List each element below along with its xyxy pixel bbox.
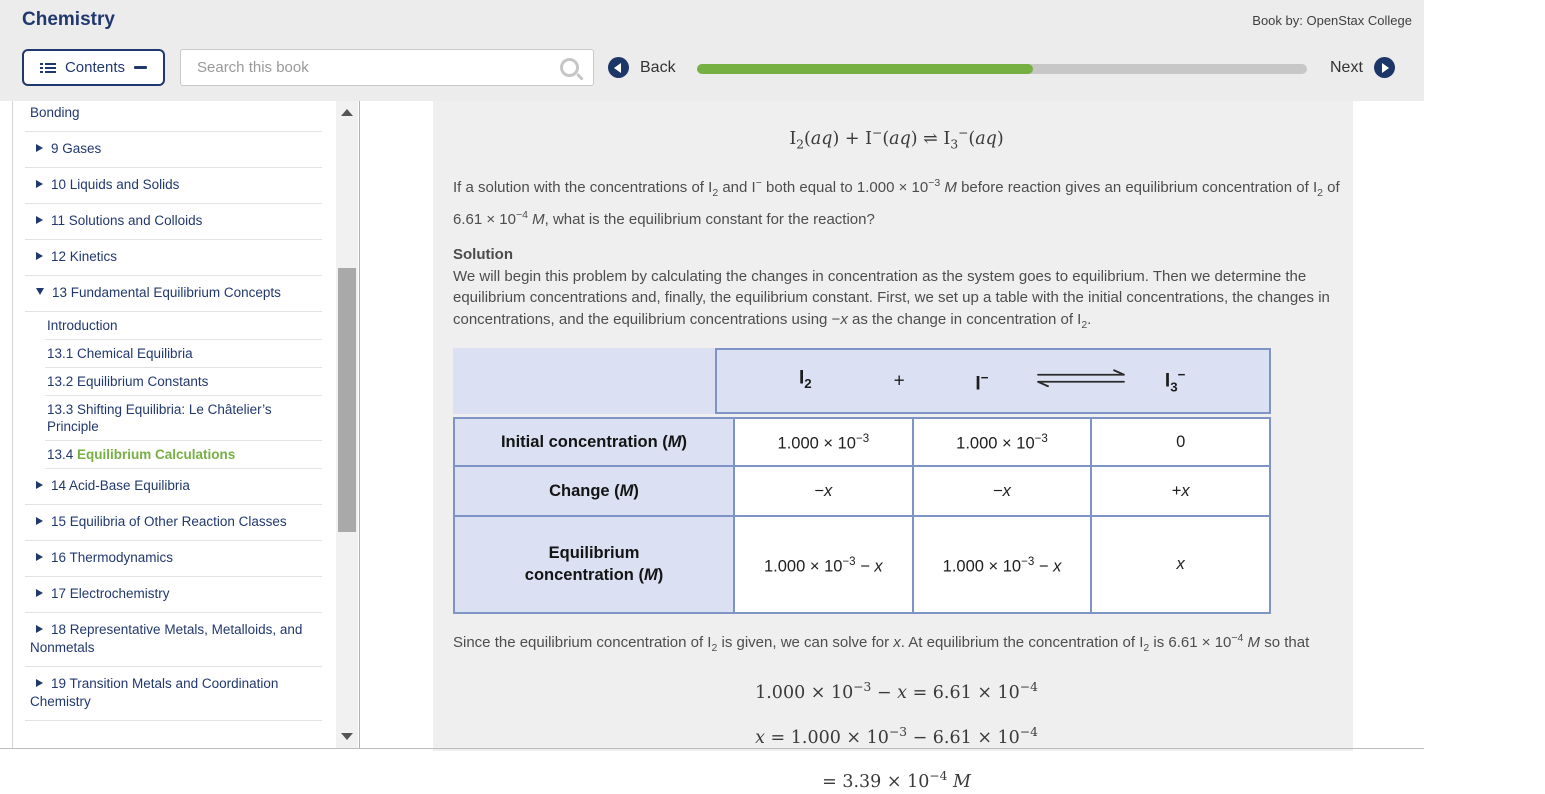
list-icon <box>40 61 56 75</box>
window-bottom-divider <box>0 748 1424 749</box>
ice-table-body <box>453 417 1271 614</box>
ice-table-header-row <box>453 348 1271 414</box>
next-button[interactable] <box>1330 49 1395 86</box>
toc-item-label: 15 Equilibria of Other Reaction Classes <box>51 514 287 529</box>
toc-item-label: 18 Representative Metals, Metalloids, and Nonmetals <box>30 622 303 655</box>
toc-item-label: 11 Solutions and Colloids <box>51 213 203 228</box>
row-label: Initial concentration (M) <box>454 418 734 466</box>
equation-line: $1.000 \times 10^{-3} - x = 6.61 \times 10^{-4}$ <box>755 679 1038 703</box>
scroll-down-icon[interactable] <box>336 728 358 744</box>
solution-paragraph: We will begin this problem by calculating the changes in concentration as the system goes to equilibrium. Then we determine the equilibrium concentrations and, finally, the equilibrium constant. First, we set up a table with the initial concentrations, the changes in concentrations, and the equilibrium concentrations using −x as the change in concentration of $I_2$. <box>453 267 1330 331</box>
table-row <box>454 466 1270 516</box>
content-pane <box>433 101 1353 793</box>
contents-button[interactable] <box>22 49 165 86</box>
table-cell: $1.000 \times 10^{-3}$ <box>734 418 913 466</box>
book-title: Chemistry <box>22 9 115 30</box>
back-arrow-icon <box>608 57 629 78</box>
solution-heading: Solution <box>453 246 513 264</box>
table-of-contents-panel <box>12 101 360 749</box>
search-icon[interactable] <box>560 58 579 77</box>
back-button[interactable] <box>608 49 676 86</box>
reaction-equation: $I_2(aq) + I^-(aq)$ ⇌ $I_3^-(aq)$ <box>789 126 1004 152</box>
toc-item-sec13-1[interactable] <box>45 340 322 368</box>
table-row <box>454 516 1270 613</box>
toc-item-ch10[interactable] <box>25 168 322 204</box>
table-cell: $1.000 \times 10^{-3} - x$ <box>913 516 1092 613</box>
toc-item-label: 9 Gases <box>51 141 102 156</box>
toc-item-sec13-2[interactable] <box>45 368 322 396</box>
contents-button-label: Contents <box>64 59 126 76</box>
table-cell: −x <box>913 466 1092 516</box>
toc-item-ch11[interactable] <box>25 204 322 240</box>
toc-item-label: 13 Fundamental Equilibrium Concepts <box>52 285 281 300</box>
equilibrium-arrows-icon <box>1035 370 1127 394</box>
next-arrow-icon <box>1374 57 1395 78</box>
scroll-up-icon[interactable] <box>336 104 358 120</box>
equation-line: = $3.39 \times 10^{-4}$ M <box>822 769 971 793</box>
toc-item-label: 13.2 Equilibrium Constants <box>47 374 209 389</box>
toc-item-label: 17 Electrochemistry <box>51 586 170 601</box>
next-label: Next <box>1330 58 1363 76</box>
toc-item-ch16[interactable] <box>25 541 322 577</box>
toc-item-label: 12 Kinetics <box>51 249 118 264</box>
scrollbar-thumb[interactable] <box>338 268 356 532</box>
chevron-right-icon <box>36 589 43 597</box>
toc-item-ch15[interactable] <box>25 505 322 541</box>
species-i2: $I_2$ <box>798 367 812 392</box>
table-cell: −x <box>734 466 913 516</box>
plus-sign: + <box>893 370 905 392</box>
app-header <box>0 0 1424 101</box>
toc-item-label: 19 Transition Metals and Coordination Chemistry <box>30 676 279 709</box>
collapse-minus-icon <box>134 66 147 69</box>
toc-item-number: 13.4 <box>47 447 78 462</box>
toc-item-label: 16 Thermodynamics <box>51 550 174 565</box>
chevron-right-icon <box>36 517 43 525</box>
chevron-right-icon <box>36 180 43 188</box>
table-cell: x <box>1091 516 1270 613</box>
chevron-right-icon <box>36 553 43 561</box>
table-cell: +x <box>1091 466 1270 516</box>
equation-line: $x = 1.000 \times 10^{-3} - 6.61 \times 10^{-4}$ <box>755 724 1038 748</box>
chevron-right-icon <box>36 252 43 260</box>
species-i-minus: I− <box>975 370 989 395</box>
toc-item-ch17[interactable] <box>25 577 322 613</box>
toc-item-sec13-3[interactable] <box>45 396 322 441</box>
table-cell: $1.000 \times 10^{-3} - x$ <box>734 516 913 613</box>
progress-fill <box>697 64 1033 74</box>
chevron-right-icon <box>36 625 43 633</box>
ice-table-corner-cell <box>453 348 715 414</box>
toc-item-label: 13.1 Chemical Equilibria <box>47 346 193 361</box>
toc-item-label: 14 Acid-Base Equilibria <box>51 478 190 493</box>
chevron-right-icon <box>36 481 43 489</box>
table-row <box>454 418 1270 466</box>
search-box <box>180 49 594 86</box>
ice-table <box>453 348 1271 614</box>
species-i3-minus: $I_3^-$ <box>1164 367 1186 395</box>
toc-item-sec13-4[interactable] <box>45 441 322 469</box>
ice-table-reaction-header <box>715 348 1271 414</box>
toc-item-ch12[interactable] <box>25 240 322 276</box>
toc-item-label: Introduction <box>47 318 118 333</box>
problem-paragraph: If a solution with the concentrations of $I_2$ and I− both equal to $1.000 \times 10^{-3}$ M before reaction gives an equilibrium concentration of $I_2$ of $6.61 \times 10^{-4}$ M, what is the equilibrium constant for the reaction? <box>453 177 1340 228</box>
toc-list <box>13 101 337 721</box>
toc-item-ch19[interactable] <box>25 667 322 721</box>
since-paragraph: Since the equilibrium concentration of $I_2$ is given, we can solve for x. At equilibrium the concentration of $I_2$ is $6.61 \times 10^{-4}$ M so that <box>453 632 1310 655</box>
search-input[interactable] <box>181 50 593 85</box>
toc-item-ch13-intro[interactable] <box>45 312 322 340</box>
toc-item-ch14[interactable] <box>25 469 322 505</box>
chevron-right-icon <box>36 216 43 224</box>
row-label: Change (M) <box>454 466 734 516</box>
chevron-down-icon <box>36 288 44 295</box>
table-cell: 0 <box>1091 418 1270 466</box>
row-label: Equilibrium concentration (M) <box>454 516 734 613</box>
toc-item-ch13[interactable] <box>25 276 322 312</box>
reading-progress-bar <box>697 64 1307 74</box>
book-author: Book by: OpenStax College <box>1252 13 1412 28</box>
chevron-right-icon <box>36 679 43 687</box>
back-label: Back <box>640 58 676 76</box>
toc-item-label: Bonding <box>30 105 80 120</box>
toc-item-ch18[interactable] <box>25 613 322 667</box>
toc-item-bonding-cont[interactable] <box>25 101 322 132</box>
table-cell: $1.000 \times 10^{-3}$ <box>913 418 1092 466</box>
toc-item-label: Equilibrium Calculations <box>77 447 236 462</box>
toc-item-label: 13.3 Shifting Equilibria: Le Châtelier’s Principle <box>47 402 272 434</box>
toc-item-ch9[interactable] <box>25 132 322 168</box>
toc-scrollbar[interactable] <box>336 101 358 749</box>
toc-item-label: 10 Liquids and Solids <box>51 177 180 192</box>
chevron-right-icon <box>36 144 43 152</box>
